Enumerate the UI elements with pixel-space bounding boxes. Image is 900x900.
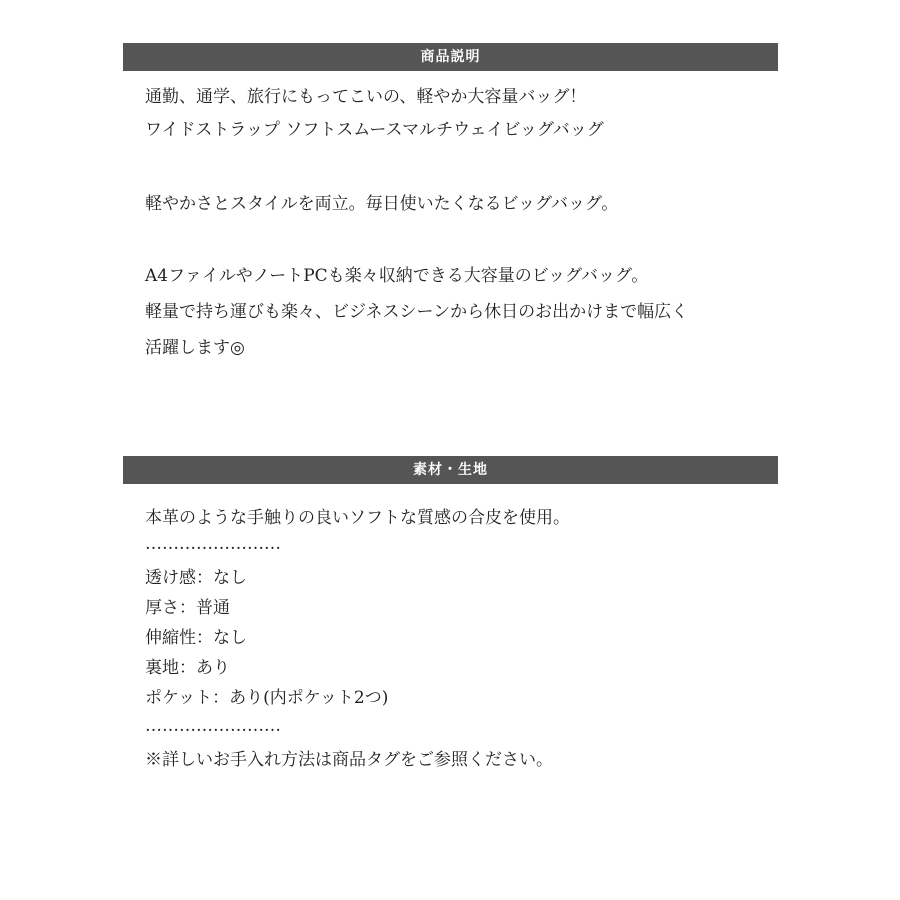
separator-top: ……………………: [145, 534, 281, 554]
description-line: ワイドストラップ ソフトスムースマルチウェイビッグバッグ: [145, 120, 604, 140]
spec-line: 厚さ：普通: [145, 598, 230, 618]
section-header-description: 商品説明: [123, 43, 778, 71]
spec-line: 伸縮性：なし: [145, 628, 247, 648]
separator-bottom: ……………………: [145, 716, 281, 736]
description-line: A4ファイルやノートPCも楽々収納できる大容量のビッグバッグ。: [145, 266, 649, 286]
description-line: 活躍します◎: [145, 338, 245, 358]
description-line: 軽量で持ち運びも楽々、ビジネスシーンから休日のお出かけまで幅広く: [145, 302, 689, 322]
spec-line: 裏地：あり: [145, 658, 230, 678]
section-header-material: 素材・生地: [123, 456, 778, 484]
description-line: 軽やかさとスタイルを両立。毎日使いたくなるビッグバッグ。: [145, 194, 619, 214]
spec-line: 透け感：なし: [145, 568, 247, 588]
material-intro: 本革のような手触りの良いソフトな質感の合皮を使用。: [145, 508, 570, 528]
spec-line: ポケット：あり(内ポケット2つ): [145, 688, 389, 708]
description-line: 通勤、通学、旅行にもってこいの、軽やか大容量バッグ！: [145, 87, 587, 107]
care-note: ※詳しいお手入れ方法は商品タグをご参照ください。: [145, 750, 553, 770]
